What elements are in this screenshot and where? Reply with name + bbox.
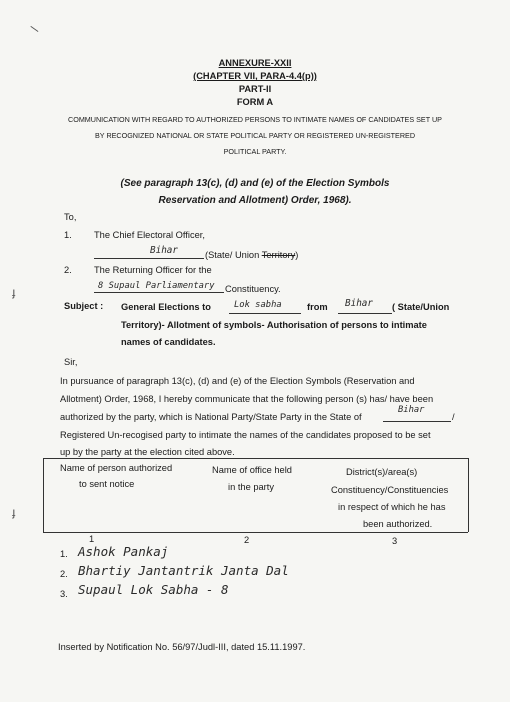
annexure-title: ANNEXURE-XXII [218,58,292,68]
subject-text-b: from [307,302,328,312]
to-label: To, [64,212,77,222]
body-line-1: In pursuance of paragraph 13(c), (d) and (e) of the Election Symbols (Reservation and [60,376,415,386]
subject-line-3: names of candidates. [121,337,216,347]
body-line-5: up by the party at the election cited above. [60,447,235,457]
table-top-border [43,458,468,459]
salutation: Sir, [64,357,78,367]
body-line-2: Allotment) Order, 1968, I hereby communicate that the following person (s) has/ have been [60,394,434,404]
part-label: PART-II [238,84,272,94]
entry-3-number: 3. [60,589,68,599]
constituency-fill-line [94,292,224,293]
election-fill-line [229,313,301,314]
form-label: FORM A [236,97,274,107]
column-3-header-line-3: in respect of which he has [338,502,446,512]
subject-label: Subject : [64,301,104,311]
column-1-header-line-1: Name of person authorized [60,463,173,473]
pen-mark: ɟ [12,505,16,519]
subject-line-2: Territory)- Allotment of symbols- Authorisation of persons to intimate [121,320,427,330]
pen-mark: / [27,25,42,33]
chapter-reference: (CHAPTER VII, PARA-4.4(p)) [193,71,317,81]
state-fill-line-3 [383,421,451,422]
election-handwritten: Lok sabha [234,300,282,310]
state-fill-line [94,258,204,259]
item-2-number: 2. [64,265,72,275]
body-line-4: Registered Un-recogised party to intimate the names of the candidates proposed to be set [60,430,431,440]
entry-2-handwritten: Bhartiy Jantantrik Janta Dal [78,563,289,578]
column-2-header-line-1: Name of office held [212,465,292,475]
description-line-1: COMMUNICATION WITH REGARD TO AUTHORIZED PERSONS TO INTIMATE NAMES OF CANDIDATES SET UP [68,115,442,124]
state-handwritten-3: Bihar [398,405,425,415]
column-3-header-line-2: Constituency/Constituencies [331,485,449,495]
entry-1-number: 1. [60,549,68,559]
item-1-text: The Chief Electoral Officer, [94,230,205,240]
state-handwritten: Bihar [150,245,178,256]
subject-text-a: General Elections to [121,302,211,312]
reference-line-2: Reservation and Allotment) Order, 1968). [158,195,352,206]
reference-line-1: (See paragraph 13(c), (d) and (e) of the Election Symbols [120,178,390,189]
description-line-2: BY RECOGNIZED NATIONAL OR STATE POLITICAL PARTY OR REGISTERED UN-REGISTERED [94,131,416,140]
state-fill-line-2 [338,313,392,314]
entry-2-number: 2. [60,569,68,579]
footer-note: Inserted by Notification No. 56/97/Judl-III, dated 15.11.1997. [58,642,306,652]
column-3-header-line-1: District(s)/area(s) [346,467,418,477]
state-handwritten-2: Bihar [345,298,373,309]
column-3-header-line-4: been authorized. [363,519,433,529]
column-2-header-line-2: in the party [228,482,274,492]
table-left-border [43,458,44,532]
table-header-border [43,532,468,533]
item-1-number: 1. [64,230,72,240]
item-2-text: The Returning Officer for the [94,265,212,275]
body-line-3: authorized by the party, which is National Party/State Party in the State of [60,412,362,422]
entry-3-handwritten: Supaul Lok Sabha - 8 [78,582,229,597]
item-1-suffix: (State/ Union Territory) [205,250,299,260]
column-1-header-line-2: to sent notice [79,479,135,489]
entry-1-handwritten: Ashok Pankaj [78,544,169,559]
pen-mark: ɟ [12,285,16,299]
item-2-suffix: Constituency. [225,284,281,294]
subject-text-c: ( State/Union [392,302,450,312]
column-2-number: 2 [244,535,250,545]
constituency-handwritten: 8 Supaul Parliamentary [98,281,215,291]
body-line-3-end: / [452,412,455,422]
table-right-border [468,458,469,532]
column-3-number: 3 [392,536,398,546]
column-1-number: 1 [89,534,95,544]
description-line-3: POLITICAL PARTY. [223,147,287,156]
